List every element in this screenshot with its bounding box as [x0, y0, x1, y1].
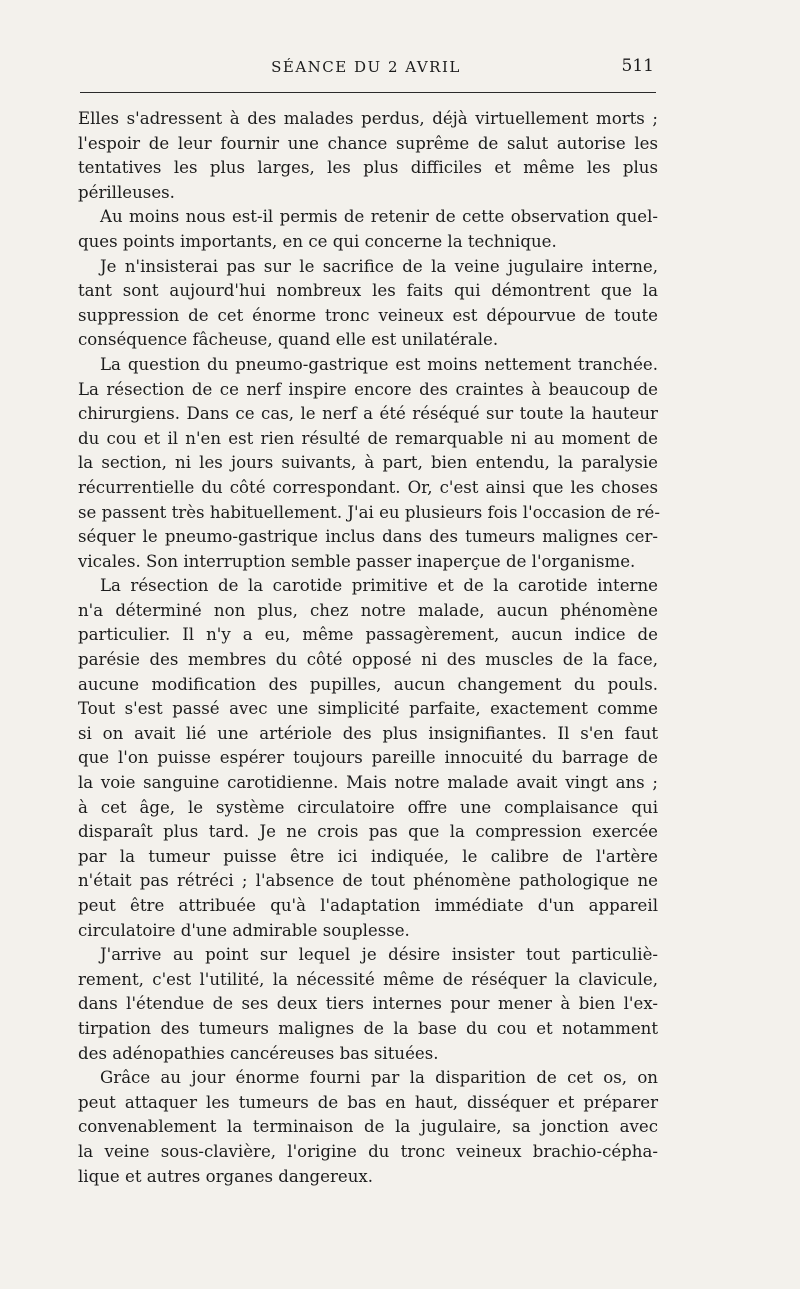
- text-line: La résection de la carotide primitive et de la carotide interne: [100, 576, 658, 596]
- header-rule: [80, 92, 656, 93]
- text-line: disparaît plus tard. Je ne crois pas que la compression exercée: [78, 822, 658, 842]
- text-line: à cet âge, le système circulatoire offre une complaisance qui: [78, 797, 658, 817]
- text-line: périlleuses.: [78, 182, 175, 202]
- text-line: des adénopathies cancéreuses bas situées.: [78, 1043, 439, 1063]
- text-line: peut attaquer les tumeurs de bas en haut, disséquer et préparer: [78, 1092, 658, 1112]
- text-line: Je n'insisterai pas sur le sacrifice de la veine jugulaire interne,: [100, 256, 658, 276]
- text-line: tirpation des tumeurs malignes de la base du cou et notamment: [78, 1018, 658, 1038]
- running-head: SÉANCE DU 2 AVRIL: [271, 58, 461, 76]
- text-line: séquer le pneumo-gastrique inclus dans des tumeurs malignes cer-: [78, 527, 658, 547]
- text-line: suppression de cet énorme tronc veineux est dépourvue de toute: [78, 305, 658, 325]
- paragraph: [78, 574, 658, 943]
- paragraph: [78, 107, 658, 205]
- paragraph: [78, 943, 658, 1066]
- text-line: si on avait lié une artériole des plus insignifiantes. Il s'en faut: [78, 723, 658, 743]
- text-line: Elles s'adressent à des malades perdus, déjà virtuellement morts ;: [78, 109, 658, 128]
- text-line: La question du pneumo-gastrique est moins nettement tranchée.: [100, 354, 658, 374]
- body-text: [78, 107, 658, 1189]
- text-line: lique et autres organes dangereux.: [78, 1166, 374, 1186]
- text-line: vicales. Son interruption semble passer inaperçue de l'organisme.: [78, 551, 636, 571]
- text-line: l'espoir de leur fournir une chance suprême de salut autorise les: [78, 133, 658, 153]
- paragraph: [78, 1066, 658, 1189]
- text-line: la section, ni les jours suivants, à part, bien entendu, la paralysie: [78, 453, 658, 473]
- text-line: par la tumeur puisse être ici indiquée, le calibre de l'artère: [78, 846, 658, 866]
- text-line: conséquence fâcheuse, quand elle est unilatérale.: [78, 330, 499, 350]
- text-line: dans l'étendue de ses deux tiers internes pour mener à bien l'ex-: [78, 994, 658, 1014]
- text-line: particulier. Il n'y a eu, même passagèrement, aucun indice de: [78, 625, 658, 645]
- text-line: la veine sous-clavière, l'origine du tronc veineux brachio-cépha-: [78, 1141, 658, 1161]
- text-line: ques points importants, en ce qui concerne la technique.: [78, 231, 557, 251]
- text-line: la voie sanguine carotidienne. Mais notre malade avait vingt ans ;: [78, 773, 658, 793]
- text-line: récurrentielle du côté correspondant. Or, c'est ainsi que les choses: [78, 477, 658, 497]
- paragraph: [78, 205, 658, 254]
- text-line: J'arrive au point sur lequel je désire insister tout particuliè-: [100, 945, 658, 965]
- text-line: circulatoire d'une admirable souplesse.: [78, 920, 410, 940]
- text-line: n'était pas rétréci ; l'absence de tout phénomène pathologique ne: [78, 871, 658, 891]
- text-line: se passent très habituellement. J'ai eu plusieurs fois l'occasion de ré-: [78, 502, 660, 522]
- text-line: Grâce au jour énorme fourni par la disparition de cet os, on: [100, 1068, 658, 1088]
- text-line: Tout s'est passé avec une simplicité parfaite, exactement comme: [78, 699, 658, 719]
- page-header: [78, 54, 654, 82]
- text-line: La résection de ce nerf inspire encore des craintes à beaucoup de: [78, 379, 658, 399]
- paragraph: [78, 353, 658, 574]
- text-line: tant sont aujourd'hui nombreux les faits qui démontrent que la: [78, 281, 658, 301]
- text-line: convenablement la terminaison de la jugulaire, sa jonction avec: [78, 1117, 658, 1137]
- text-line: n'a déterminé non plus, chez notre malade, aucun phénomène: [78, 600, 658, 620]
- text-line: Au moins nous est-il permis de retenir de cette observation quel-: [100, 207, 658, 227]
- text-line: que l'on puisse espérer toujours pareille innocuité du barrage de: [78, 748, 658, 768]
- text-line: rement, c'est l'utilité, la nécessité même de réséquer la clavicule,: [78, 969, 658, 989]
- text-line: chirurgiens. Dans ce cas, le nerf a été réséqué sur toute la hauteur: [78, 404, 658, 424]
- page-number: 511: [621, 56, 654, 76]
- text-line: tentatives les plus larges, les plus difficiles et même les plus: [78, 158, 658, 178]
- text-line: aucune modification des pupilles, aucun changement du pouls.: [78, 674, 658, 694]
- text-line: du cou et il n'en est rien résulté de remarquable ni au moment de: [78, 428, 658, 448]
- text-line: parésie des membres du côté opposé ni des muscles de la face,: [78, 650, 658, 670]
- text-line: peut être attribuée qu'à l'adaptation immédiate d'un appareil: [78, 896, 658, 915]
- paragraph: [78, 255, 658, 353]
